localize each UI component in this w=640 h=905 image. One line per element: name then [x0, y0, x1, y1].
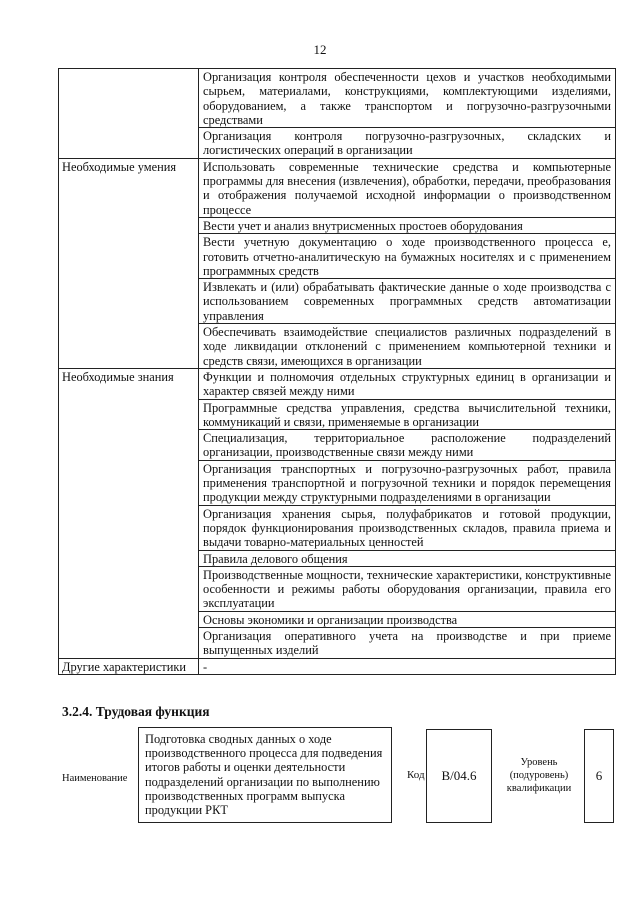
section-title: 3.2.4. Трудовая функция: [62, 704, 210, 719]
row-text: Функции и полномочия отдельных структурных единиц в организации и характер связей между ними: [199, 368, 616, 399]
page-number: 12: [313, 42, 327, 57]
code-label: Код: [407, 769, 425, 781]
code-value: В/04.6: [426, 729, 492, 823]
row-text: Специализация, территориальное расположение подразделений организации, производственные связи между ними: [199, 430, 616, 461]
table-row: [59, 69, 616, 128]
row-text: Организация контроля обеспеченности цехов и участков необходимыми сырьем, материалами, конструкциями, комплектующими изделиями, оборудованием, а также транспортом и погрузочно-разгрузочными средствами: [199, 69, 616, 128]
row-label: Необходимые знания: [59, 368, 199, 658]
row-text: Организация хранения сырья, полуфабрикатов и готовой продукции, порядок функционирования производственных складов, правила приема и выдачи товарно-материальных ценностей: [199, 505, 616, 550]
row-text: Вести учетную документацию о ходе производственного процесса e, готовить отчетно-аналитическую на бумажных носителях и с применением программных средств: [199, 234, 616, 279]
row-text: Организация транспортных и погрузочно-разгрузочных работ, правила применения транспортной и погрузочной техники и порядок перемещения продукции между структурными подразделениями в организации: [199, 460, 616, 505]
row-text: Правила делового общения: [199, 550, 616, 566]
row-text: Организация оперативного учета на производстве и при приеме выпущенных изделий: [199, 627, 616, 658]
row-text: Использовать современные технические средства и компьютерные программы для внесения (извлечения), обработки, передачи, преобразования и отображения получаемой исходной информации о производственном процессе: [199, 158, 616, 217]
function-name-label: Наименование: [62, 773, 128, 784]
requirements-table: [58, 68, 616, 675]
row-text: Организация контроля погрузочно-разгрузочных, складских и логистических операций в организации: [199, 128, 616, 159]
row-text: -: [199, 658, 616, 674]
row-text: Извлекать и (или) обрабатывать фактические данные о ходе производства с использованием современных программных средств автоматизации управления: [199, 279, 616, 324]
qualification-level-value: 6: [584, 729, 614, 823]
table-row: [59, 368, 616, 399]
row-text: Основы экономики и организации производства: [199, 611, 616, 627]
row-text: Обеспечивать взаимодействие специалистов различных подразделений в ходе ликвидации отклонений с применением компьютерной техники и средств связи, имеющихся в организации: [199, 324, 616, 369]
row-label: Другие характеристики: [59, 658, 199, 674]
function-name-box: Подготовка сводных данных о ходе производственного процесса для подведения итогов работы и оценки деятельности подразделений организации по выполнению производственных программ выпуска продукции РКТ: [138, 727, 392, 823]
row-text: Программные средства управления, средства вычислительной техники, коммуникаций и связи, применяемые в организации: [199, 399, 616, 430]
row-label: [59, 69, 199, 159]
row-text: Вести учет и анализ внутрисменных простоев оборудования: [199, 217, 616, 233]
table-row: [59, 658, 616, 674]
table-row: [59, 158, 616, 217]
row-text: Производственные мощности, технические характеристики, конструктивные особенности и режимы работы оборудования организации, правила его эксплуатации: [199, 566, 616, 611]
row-label: Необходимые умения: [59, 158, 199, 368]
qualification-level-label: Уровень (подуровень) квалификации: [506, 757, 572, 794]
